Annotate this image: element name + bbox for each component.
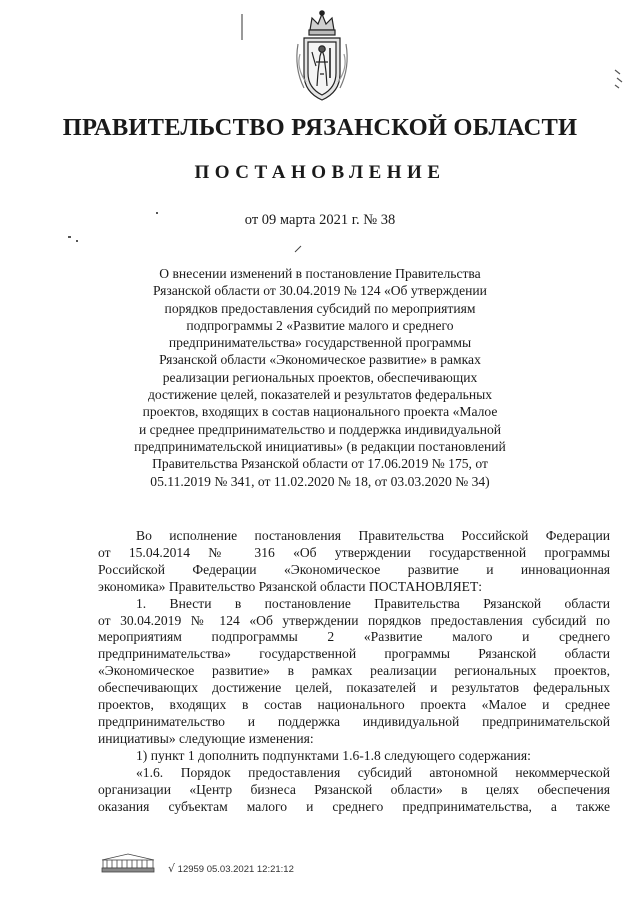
body-line: оказания субъектам малого и среднего предпринимательства, а также [98, 798, 610, 814]
coat-of-arms-emblem [290, 8, 354, 106]
pen-tick-mark-icon [294, 244, 304, 254]
subject-line: предпринимательства» государственной программы [168, 335, 472, 351]
body-line: Во исполнение постановления Правительства Российской Федерации [136, 528, 610, 543]
registration-text: 12959 05.03.2021 12:21:12 [177, 864, 294, 875]
document-subject [108, 265, 532, 490]
corner-scan-mark-icon [612, 68, 626, 90]
subject-line: подпрограммы 2 «Развитие малого и среднего [186, 317, 454, 333]
subject-line: 05.11.2019 № 341, от 11.02.2020 № 18, от 03.03.2020 № 34) [150, 473, 490, 489]
document-type-heading: ПОСТАНОВЛЕНИЕ [194, 162, 446, 183]
body-line: от 30.04.2019 № 124 «Об утверждении порядков предоставления субсидий по [98, 612, 610, 628]
document-body [98, 528, 610, 815]
speck-mark [76, 240, 78, 242]
subject-line: О внесении изменений в постановление Правительства [159, 266, 481, 281]
body-line: от 15.04.2014 № 316 «Об утверждении государственной программы [98, 544, 610, 560]
government-title: ПРАВИТЕЛЬСТВО РЯЗАНСКОЙ ОБЛАСТИ [62, 114, 578, 141]
body-line: предпринимательства» государственной программы Рязанской области [98, 646, 610, 662]
subject-line: предпринимательской инициативы» (в редакции постановлений [134, 438, 506, 454]
body-line: 1. Внести в постановление Правительства Рязанской области [136, 595, 610, 611]
subject-line: Правительства Рязанской области от 17.06.2019 № 175, от [152, 456, 488, 472]
body-line: обеспечивающих достижение целей, показателей и результатов федеральных [98, 680, 610, 696]
subject-line: достижение целей, показателей и результатов федеральных [147, 387, 493, 403]
body-line: предпринимательство и поддержка индивидуальной предпринимательской [98, 713, 610, 729]
subject-line: проектов, входящих в состав национального проекта «Малое [142, 404, 498, 420]
date-and-number: от 09 марта 2021 г. № 38 [244, 212, 396, 228]
speck-mark [156, 212, 158, 214]
body-line: организации «Центр бизнеса Рязанской области» в целях обеспечения [98, 781, 610, 797]
subject-line: порядков предоставления субсидий по мероприятиям [164, 300, 476, 316]
body-line: экономика» Правительство Рязанской области ПОСТАНОВЛЯЕТ: [98, 578, 483, 594]
subject-line: Рязанской области «Экономическое развитие» в рамках [159, 352, 481, 368]
subject-line: реализации региональных проектов, обеспечивающих [162, 369, 478, 385]
body-line: Российской Федерации «Экономическое развитие и инновационная [98, 561, 610, 577]
body-line: проектов, входящих в состав национального проекта «Малое и среднее [98, 697, 610, 713]
registry-stamp-icon [100, 852, 156, 874]
body-line: «Экономическое развитие» в рамках реализации региональных проектов, [98, 663, 610, 679]
speck-mark [68, 236, 71, 238]
body-line: 1) пункт 1 дополнить подпунктами 1.6-1.8 следующего содержания: [136, 747, 531, 763]
body-line: инициативы» следующие изменения: [98, 730, 314, 746]
subject-line: и среднее предпринимательство и поддержка индивидуальной [138, 421, 502, 437]
body-line: мероприятиям подпрограммы 2 «Развитие малого и среднего [98, 629, 610, 645]
subject-line: Рязанской области от 30.04.2019 № 124 «Об утверждении [153, 283, 487, 299]
body-line: «1.6. Порядок предоставления субсидий автономной некоммерческой [136, 764, 610, 780]
registration-number [168, 862, 294, 875]
vertical-scan-mark-icon [240, 14, 244, 40]
signature-mark-icon: √ [168, 862, 176, 875]
